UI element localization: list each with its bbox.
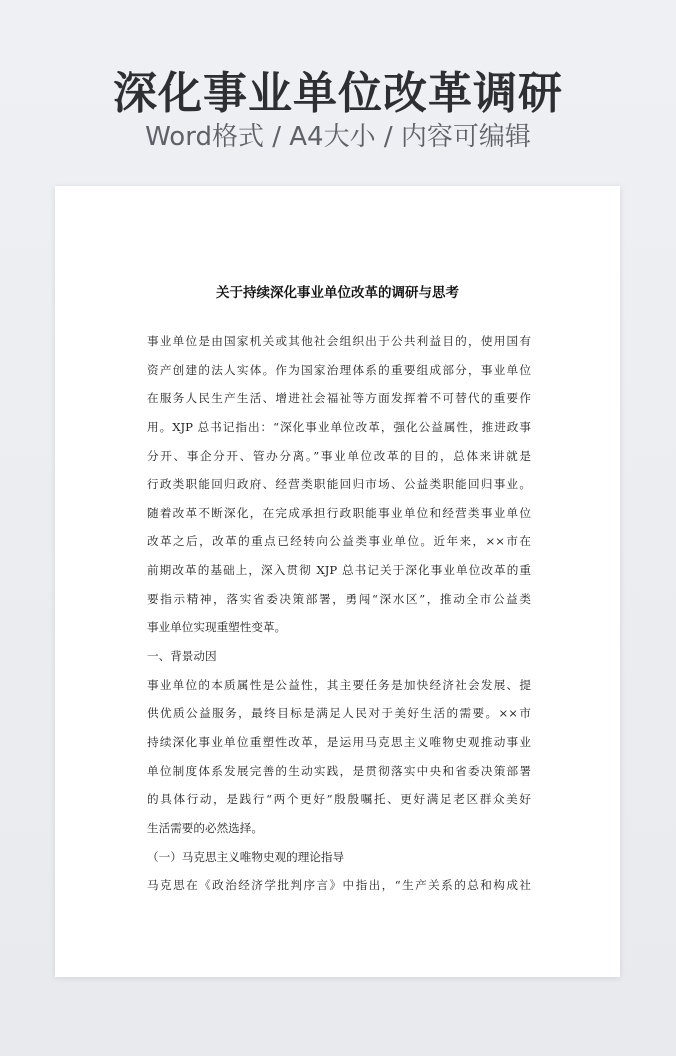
paragraph-line: 要指示精神，落实省委决策部署，勇闯“深水区”，推动全市公益类	[147, 591, 531, 606]
banner-subtitle: Word格式 / A4大小 / 内容可编辑	[145, 122, 531, 152]
paragraph-line: 供优质公益服务，最终目标是满足人民对于美好生活的需要。××市	[147, 706, 531, 721]
paragraph-line: 单位制度体系发展完善的生动实践，是贯彻落实中央和省委决策部署	[147, 763, 531, 778]
paragraph-line: 生活需要的必然选择。	[147, 820, 263, 835]
paragraph-line: 事业单位实现重塑性变革。	[147, 620, 287, 635]
paragraph-line: 资产创建的法人实体。作为国家治理体系的重要组成部分，事业单位	[147, 362, 531, 377]
paragraph-line: 马克思在《政治经济学批判序言》中指出，“生产关系的总和构成社	[147, 878, 531, 893]
subsection-heading: （一）马克思主义唯物史观的理论指导	[147, 849, 345, 864]
paragraph-line: 前期改革的基础上，深入贯彻 XJP 总书记关于深化事业单位改革的重	[147, 563, 531, 578]
paragraph-line: 持续深化事业单位重塑性改革，是运用马克思主义唯物史观推动事业	[147, 734, 531, 749]
paragraph-line: 分开、事企分开、管办分离。”事业单位改革的目的，总体来讲就是	[147, 448, 531, 463]
section-heading: 一、背景动因	[147, 649, 217, 664]
paragraph-line: 用。XJP 总书记指出：“深化事业单位改革，强化公益属性，推进政事	[147, 419, 531, 434]
paragraph-line: 的具体行动，是践行“两个更好”殷殷嘱托、更好满足老区群众美好	[147, 792, 531, 807]
paragraph-line: 事业单位的本质属性是公益性，其主要任务是加快经济社会发展、提	[147, 677, 531, 692]
document-body	[147, 327, 531, 900]
paragraph-line: 事业单位是由国家机关或其他社会组织出于公共利益目的，使用国有	[147, 334, 531, 348]
paragraph-line: 随着改革不断深化，在完成承担行政职能事业单位和经营类事业单位	[147, 505, 531, 520]
document-page	[55, 186, 620, 977]
paragraph-line: 改革之后，改革的重点已经转向公益类事业单位。近年来，××市在	[147, 534, 531, 549]
banner-title: 深化事业单位改革调研	[113, 68, 563, 119]
paragraph-line: 在服务人民生产生活、增进社会福祉等方面发挥着不可替代的重要作	[147, 391, 531, 406]
paragraph-line: 行政类职能回归政府、经营类职能回归市场、公益类职能回归事业。	[147, 477, 531, 492]
document-title: 关于持续深化事业单位改革的调研与思考	[216, 285, 459, 301]
